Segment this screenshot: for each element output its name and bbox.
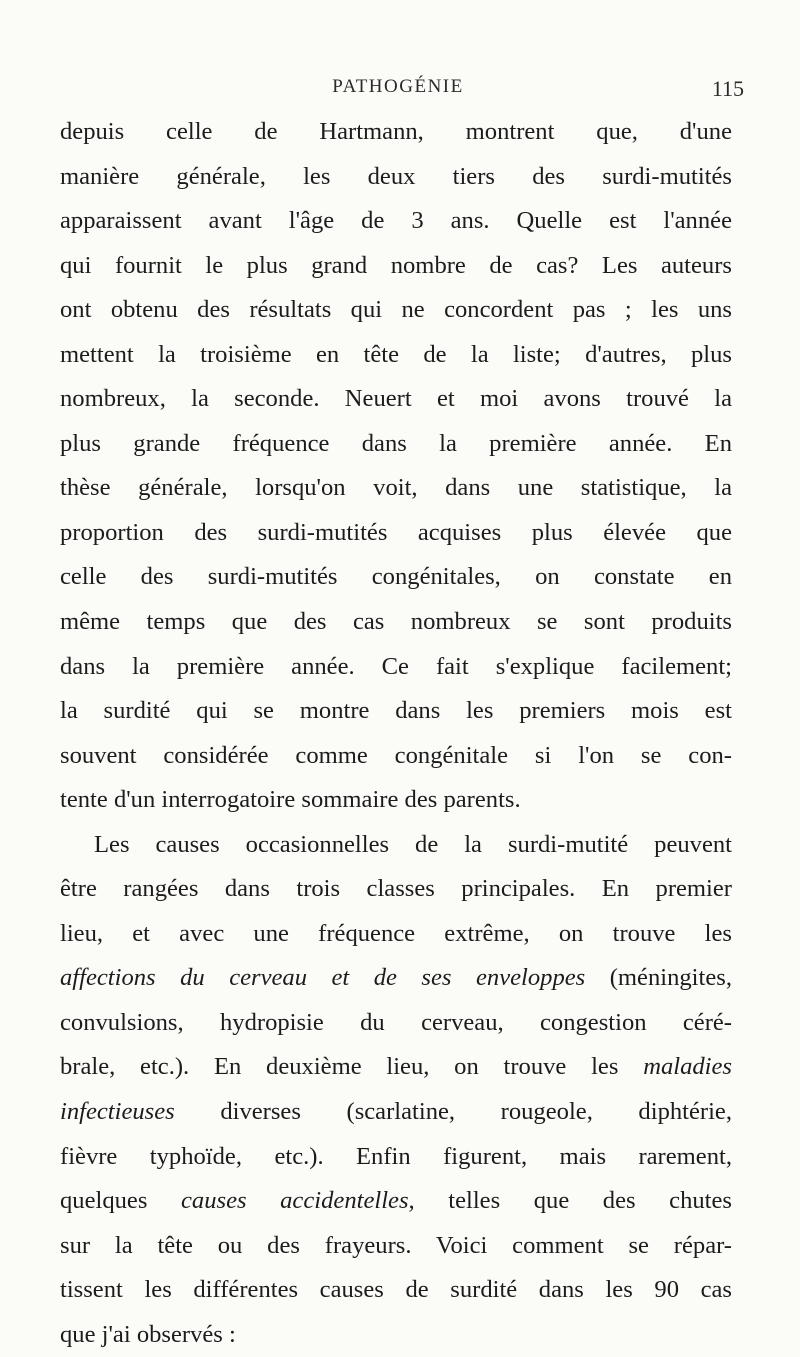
text-line: mettent la troisième en tête de la liste; d'autres, plus <box>60 340 732 368</box>
page-number: 115 <box>711 76 744 101</box>
text-line: manière générale, les deux tiers des surdi-mutités <box>60 162 732 190</box>
text-line: qui fournit le plus grand nombre de cas? Les auteurs <box>60 251 732 279</box>
text-line: convulsions, hydropisie du cerveau, congestion céré- <box>60 1008 732 1036</box>
text-line: dans la première année. Ce fait s'explique facilement; <box>60 652 732 680</box>
text-line: celle des surdi-mutités congénitales, on constate en <box>60 563 732 591</box>
body-text <box>60 110 732 1357</box>
text-line: tissent les différentes causes de surdité dans les 90 cas <box>60 1276 732 1304</box>
text-line: nombreux, la seconde. Neuert et moi avons trouvé la <box>60 385 732 413</box>
text-line: fièvre typhoïde, etc.). Enfin figurent, mais rarement, <box>60 1142 732 1170</box>
text-line: brale, etc.). En deuxième lieu, on trouve les maladies <box>60 1053 732 1081</box>
text-line: depuis celle de Hartmann, montrent que, d'une <box>60 118 732 145</box>
text-line: infectieuses diverses (scarlatine, rougeole, diphtérie, <box>60 1098 732 1126</box>
text-line: thèse générale, lorsqu'on voit, dans une statistique, la <box>60 474 732 502</box>
text-line: plus grande fréquence dans la première année. En <box>60 429 732 457</box>
text-line: sur la tête ou des frayeurs. Voici comment se répar- <box>60 1231 732 1259</box>
text-line: Les causes occasionnelles de la surdi-mutité peuvent <box>94 830 732 858</box>
text-line: la surdité qui se montre dans les premiers mois est <box>60 697 732 725</box>
running-title: PATHOGÉNIE <box>332 76 464 97</box>
text-line: que j'ai observés : <box>60 1320 236 1348</box>
text-line: lieu, et avec une fréquence extrême, on trouve les <box>60 919 732 947</box>
text-line: souvent considérée comme congénitale si l'on se con- <box>60 741 732 769</box>
text-line: affections du cerveau et de ses enveloppes (méningites, <box>60 964 732 992</box>
page-header <box>60 76 744 106</box>
text-line: apparaissent avant l'âge de 3 ans. Quelle est l'année <box>60 207 732 235</box>
text-line: ont obtenu des résultats qui ne concordent pas ; les uns <box>60 296 732 324</box>
text-line: proportion des surdi-mutités acquises plus élevée que <box>60 518 732 546</box>
text-line: tente d'un interrogatoire sommaire des parents. <box>60 786 521 814</box>
text-line: être rangées dans trois classes principales. En premier <box>60 875 732 903</box>
text-line: quelques causes accidentelles, telles que des chutes <box>60 1187 732 1215</box>
text-line: même temps que des cas nombreux se sont produits <box>60 608 732 636</box>
